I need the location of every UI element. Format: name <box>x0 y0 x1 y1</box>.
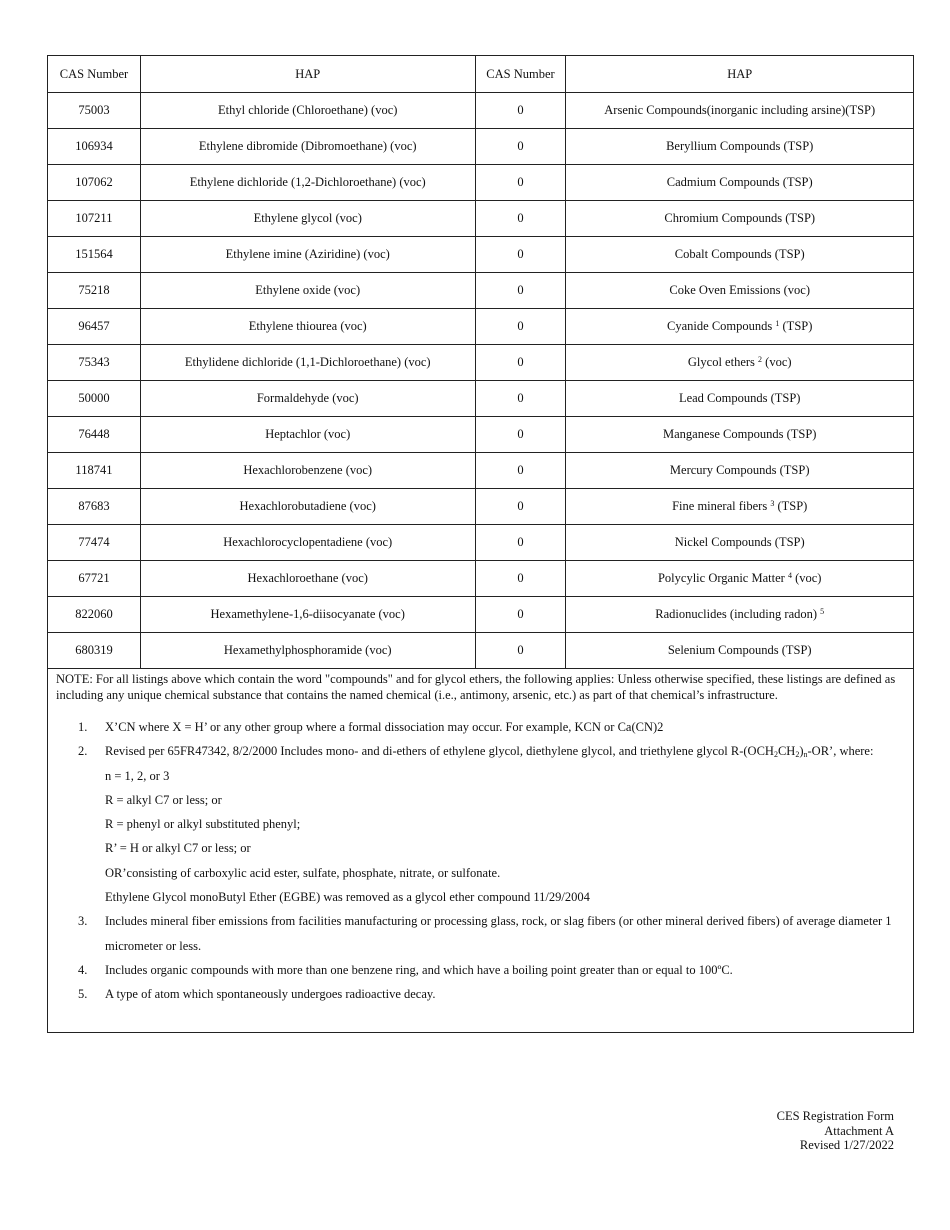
footnote-1 <box>48 715 913 739</box>
cas-number-cell: 96457 <box>48 309 141 345</box>
cas-number-cell: 118741 <box>48 453 141 489</box>
cas-number-cell: 0 <box>475 273 566 309</box>
cas-number-cell: 0 <box>475 309 566 345</box>
footer-revision-date: Revised 1/27/2022 <box>799 1138 894 1152</box>
footnote-2-line: R’ = H or alkyl C7 or less; or <box>105 841 251 856</box>
table-row <box>48 237 914 273</box>
table-row <box>48 201 914 237</box>
table-header-row <box>48 56 914 93</box>
header-hap-2: HAP <box>566 56 914 93</box>
footnote-reference: 5 <box>820 607 825 616</box>
footnote-reference: 4 <box>787 571 792 580</box>
footnote-text: X’CN where X = H’ or any other group where a formal dissociation may occur. For example, KCN or Ca(CN)2 <box>105 720 664 734</box>
hap-name-cell: Cyanide Compounds $^1$ (TSP) <box>566 309 914 345</box>
cas-number-cell: 0 <box>475 489 566 525</box>
footer-form-name: CES Registration Form <box>776 1109 894 1123</box>
footnote-text: Revised per 65FR47342, 8/2/2000 Includes mono- and di-ethers of ethylene glycol, diethylene glycol, and triethylene glycol $R-(OCH_2CH_2)_n-OR$’, where: <box>105 744 874 760</box>
hap-name-cell: Radionuclides (including radon) $^5$ <box>566 597 914 633</box>
header-cas-number-2: CAS Number <box>475 56 566 93</box>
hap-name-cell: Hexamethylphosphoramide (voc) <box>140 633 475 669</box>
table-row <box>48 489 914 525</box>
footnotes-list <box>48 715 913 1007</box>
note-paragraph: NOTE: For all listings above which contain the word "compounds" and for glycol ethers, the following applies: Unless otherwise specified, these listings are defined as including any unique chemical substance that contains the named chemical (i.e., antimony, arsenic, etc.) as part of that chemical’s infrastructure. <box>56 672 896 702</box>
cas-number-cell: 0 <box>475 525 566 561</box>
footnote-reference: 2 <box>758 355 763 364</box>
hap-name-cell: Beryllium Compounds (TSP) <box>566 129 914 165</box>
hap-name-cell: Cobalt Compounds (TSP) <box>566 237 914 273</box>
page-footer <box>777 1109 894 1153</box>
hap-name-cell: Ethyl chloride (Chloroethane) (voc) <box>140 93 475 129</box>
cas-number-cell: 106934 <box>48 129 141 165</box>
cas-number-cell: 0 <box>475 129 566 165</box>
table-row <box>48 561 914 597</box>
footnote-text: A type of atom which spontaneously undergoes radioactive decay. <box>105 987 436 1002</box>
hap-name-cell: Chromium Compounds (TSP) <box>566 201 914 237</box>
cas-number-cell: 0 <box>475 345 566 381</box>
hap-name-cell: Hexachloroethane (voc) <box>140 561 475 597</box>
cas-number-cell: 75003 <box>48 93 141 129</box>
hap-name-cell: Fine mineral fibers $^3$ (TSP) <box>566 489 914 525</box>
footnote-text: Includes organic compounds with more than one benzene ring, and which have a boiling point greater than or equal to 100ºC. <box>105 962 733 977</box>
cas-number-cell: 822060 <box>48 597 141 633</box>
cas-number-cell: 0 <box>475 201 566 237</box>
cas-number-cell: 75343 <box>48 345 141 381</box>
hap-name-cell: Ethylene dichloride (1,2-Dichloroethane) (voc) <box>140 165 475 201</box>
hap-name-cell: Ethylene thiourea (voc) <box>140 309 475 345</box>
table-row <box>48 273 914 309</box>
cas-number-cell: 0 <box>475 633 566 669</box>
hap-name-cell: Glycol ethers $^2$ (voc) <box>566 345 914 381</box>
hap-name-cell: Manganese Compounds (TSP) <box>566 417 914 453</box>
hap-name-cell: Hexachlorobutadiene (voc) <box>140 489 475 525</box>
table-row <box>48 165 914 201</box>
table-row <box>48 633 914 669</box>
table-row <box>48 93 914 129</box>
footnote-reference: 1 <box>775 319 780 328</box>
hap-name-cell: Cadmium Compounds (TSP) <box>566 165 914 201</box>
cas-number-cell: 0 <box>475 417 566 453</box>
cas-number-cell: 0 <box>475 453 566 489</box>
cas-number-cell: 67721 <box>48 561 141 597</box>
cas-number-cell: 0 <box>475 561 566 597</box>
footnote-number: 1. <box>78 720 88 734</box>
footnote-text: Includes mineral fiber emissions from facilities manufacturing or processing glass, rock, or slag fibers (or other mineral derived fibers) of average diameter 1 micrometer or less. <box>105 914 892 953</box>
hap-name-cell: Selenium Compounds (TSP) <box>566 633 914 669</box>
cas-number-cell: 107211 <box>48 201 141 237</box>
footnote-2-line: OR’consisting of carboxylic acid ester, sulfate, phosphate, nitrate, or sulfonate. <box>105 865 501 880</box>
hap-name-cell: Hexamethylene-1,6-diisocyanate (voc) <box>140 597 475 633</box>
hap-name-cell: Heptachlor (voc) <box>140 417 475 453</box>
cas-number-cell: 50000 <box>48 381 141 417</box>
footnote-4 <box>48 958 913 982</box>
cas-number-cell: 107062 <box>48 165 141 201</box>
table-body <box>48 93 914 669</box>
hap-name-cell: Ethylene dibromide (Dibromoethane) (voc) <box>140 129 475 165</box>
footnote-2-line: Ethylene Glycol monoButyl Ether (EGBE) was removed as a glycol ether compound 11/29/2004 <box>105 890 590 905</box>
hap-name-cell: Ethylidene dichloride (1,1-Dichloroethane) (voc) <box>140 345 475 381</box>
cas-number-cell: 151564 <box>48 237 141 273</box>
cas-number-cell: 77474 <box>48 525 141 561</box>
table-row <box>48 381 914 417</box>
table-row <box>48 345 914 381</box>
header-cas-number-1: CAS Number <box>48 56 141 93</box>
hap-name-cell: Lead Compounds (TSP) <box>566 381 914 417</box>
footnote-2 <box>48 739 913 763</box>
footnote-2-line: R = alkyl C7 or less; or <box>105 792 222 807</box>
footnote-number: 3. <box>78 914 88 929</box>
footnote-2-line: n = 1, 2, or 3 <box>105 768 170 783</box>
cas-number-cell: 0 <box>475 93 566 129</box>
header-hap-1: HAP <box>140 56 475 93</box>
hap-name-cell: Ethylene glycol (voc) <box>140 201 475 237</box>
cas-number-cell: 0 <box>475 237 566 273</box>
cas-number-cell: 75218 <box>48 273 141 309</box>
hap-name-cell: Ethylene imine (Aziridine) (voc) <box>140 237 475 273</box>
cas-number-cell: 76448 <box>48 417 141 453</box>
cas-number-cell: 0 <box>475 597 566 633</box>
table-row <box>48 525 914 561</box>
footnote-reference: 3 <box>770 499 775 508</box>
hap-name-cell: Hexachlorocyclopentadiene (voc) <box>140 525 475 561</box>
footnote-number: 4. <box>78 962 88 977</box>
table-row <box>48 129 914 165</box>
table-row <box>48 597 914 633</box>
footnote-2-details <box>48 764 913 910</box>
footnote-5 <box>48 982 913 1006</box>
table-row <box>48 309 914 345</box>
hap-name-cell: Coke Oven Emissions (voc) <box>566 273 914 309</box>
cas-number-cell: 0 <box>475 165 566 201</box>
cas-number-cell: 87683 <box>48 489 141 525</box>
table-row <box>48 453 914 489</box>
cas-number-cell: 680319 <box>48 633 141 669</box>
cas-number-cell: 0 <box>475 381 566 417</box>
hap-name-cell: Formaldehyde (voc) <box>140 381 475 417</box>
hap-name-cell: Nickel Compounds (TSP) <box>566 525 914 561</box>
footnote-2-line: R = phenyl or alkyl substituted phenyl; <box>105 817 301 832</box>
hap-name-cell: Arsenic Compounds(inorganic including arsine)(TSP) <box>566 93 914 129</box>
footnote-3 <box>48 909 913 958</box>
document-frame <box>47 55 914 1033</box>
hap-table <box>47 55 914 669</box>
footnote-number: 5. <box>78 987 88 1002</box>
hap-name-cell: Hexachlorobenzene (voc) <box>140 453 475 489</box>
hap-name-cell: Polycylic Organic Matter $^4$ (voc) <box>566 561 914 597</box>
footer-attachment: Attachment A <box>824 1123 894 1138</box>
table-row <box>48 417 914 453</box>
hap-name-cell: Ethylene oxide (voc) <box>140 273 475 309</box>
footnote-number: 2. <box>78 744 88 759</box>
hap-name-cell: Mercury Compounds (TSP) <box>566 453 914 489</box>
